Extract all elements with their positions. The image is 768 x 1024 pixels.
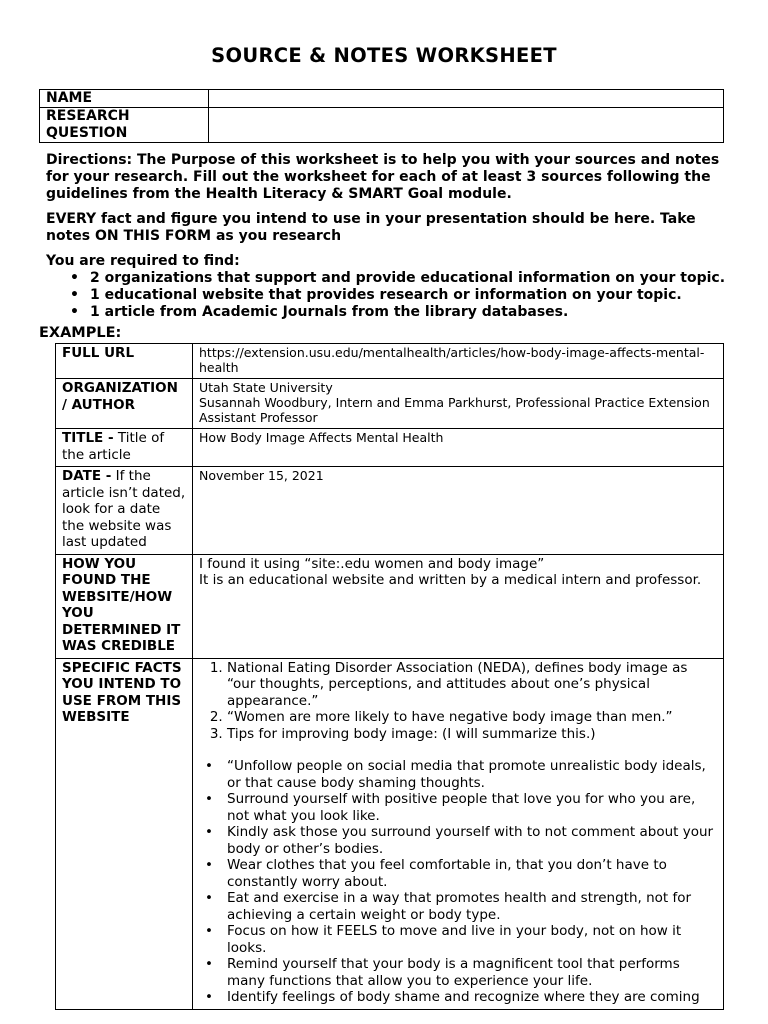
tip-item: • Wear clothes that you feel comfortable in, that you don’t have to constantly worry about. bbox=[227, 857, 717, 890]
organization-row bbox=[56, 379, 724, 429]
tip-item: • “Unfollow people on social media that promote unrealistic body ideals, or that cause body shaming thoughts. bbox=[227, 758, 717, 791]
url-value: https://extension.usu.edu/mentalhealth/articles/how-body-image-affects-mental-health bbox=[193, 344, 724, 379]
tip-item: • Remind yourself that your body is a magnificent tool that performs many functions that allow you to experience your life. bbox=[227, 956, 717, 989]
how-found-label: HOW YOU FOUND THE WEBSITE/HOW YOU DETERMINED IT WAS CREDIBLE bbox=[56, 554, 193, 658]
requirement-item: • 1 article from Academic Journals from the library databases. bbox=[70, 304, 736, 321]
page-title: SOURCE & NOTES WORKSHEET bbox=[211, 44, 557, 67]
facts-list bbox=[199, 660, 717, 743]
specific-facts-label: SPECIFIC FACTS YOU INTEND TO USE FROM THIS WEBSITE bbox=[56, 658, 193, 1009]
research-question-row bbox=[40, 108, 724, 143]
name-field[interactable] bbox=[209, 90, 724, 108]
how-found-row bbox=[56, 554, 724, 658]
author-names: Susannah Woodbury, Intern and Emma Parkhurst, Professional Practice Extension Assistant Professor bbox=[199, 395, 710, 425]
tip-item: • Identify feelings of body shame and recognize where they are coming bbox=[227, 989, 717, 1006]
requirements-list bbox=[46, 270, 736, 321]
specific-facts-row bbox=[56, 658, 724, 1009]
tips-list bbox=[199, 758, 717, 1006]
tip-item: • Kindly ask those you surround yourself with to not comment about your body or other’s bodies. bbox=[227, 824, 717, 857]
every-fact-text: EVERY fact and figure you intend to use in your presentation should be here. Take notes ON THIS FORM as you research bbox=[46, 211, 696, 244]
requirement-item: • 2 organizations that support and provide educational information on your topic. bbox=[70, 270, 736, 287]
url-label: FULL URL bbox=[56, 344, 193, 379]
organization-label: ORGANIZATION / AUTHOR bbox=[56, 379, 193, 429]
url-row bbox=[56, 344, 724, 379]
title-value: How Body Image Affects Mental Health bbox=[193, 429, 724, 467]
how-found-value bbox=[193, 554, 724, 658]
organization-value bbox=[193, 379, 724, 429]
date-row bbox=[56, 467, 724, 555]
specific-facts-value bbox=[193, 658, 724, 1009]
date-label: DATE - If the article isn’t dated, look for a date the website was last updated bbox=[56, 467, 193, 555]
name-row bbox=[40, 90, 724, 108]
title-row bbox=[56, 429, 724, 467]
research-question-label: RESEARCH QUESTION bbox=[40, 108, 209, 143]
example-source-table bbox=[55, 343, 724, 1010]
name-label: NAME bbox=[40, 90, 209, 108]
example-heading: EXAMPLE: bbox=[39, 325, 122, 341]
organization-name: Utah State University bbox=[199, 380, 333, 395]
required-intro: You are required to find: bbox=[46, 253, 240, 269]
date-value: November 15, 2021 bbox=[193, 467, 724, 555]
student-info-table bbox=[39, 89, 724, 143]
tip-item: • Surround yourself with positive people that love you for who you are, not what you look like. bbox=[227, 791, 717, 824]
research-question-field[interactable] bbox=[209, 108, 724, 143]
tip-item: • Eat and exercise in a way that promotes health and strength, not for achieving a certain weight or body type. bbox=[227, 890, 717, 923]
fact-item: 2. “Women are more likely to have negative body image than men.” bbox=[227, 709, 717, 726]
fact-item: 1. National Eating Disorder Association (NEDA), defines body image as “our thoughts, perceptions, and attitudes about one’s physical appearance.” bbox=[227, 660, 717, 710]
tip-item: • Focus on how it FEELS to move and live in your body, not on how it looks. bbox=[227, 923, 717, 956]
how-found-line: I found it using “site:.edu women and body image” bbox=[199, 555, 545, 572]
requirement-item: • 1 educational website that provides research or information on your topic. bbox=[70, 287, 736, 304]
fact-item: 3. Tips for improving body image: (I will summarize this.) bbox=[227, 726, 717, 743]
directions-block bbox=[46, 152, 736, 321]
directions-text: Directions: The Purpose of this worksheet is to help you with your sources and notes for your research. Fill out the worksheet for each of at least 3 sources following the guidelines from the Health Literacy & SMART Goal module. bbox=[46, 152, 720, 202]
credibility-line: It is an educational website and written by a medical intern and professor. bbox=[199, 572, 702, 588]
title-label: TITLE - Title of the article bbox=[56, 429, 193, 467]
